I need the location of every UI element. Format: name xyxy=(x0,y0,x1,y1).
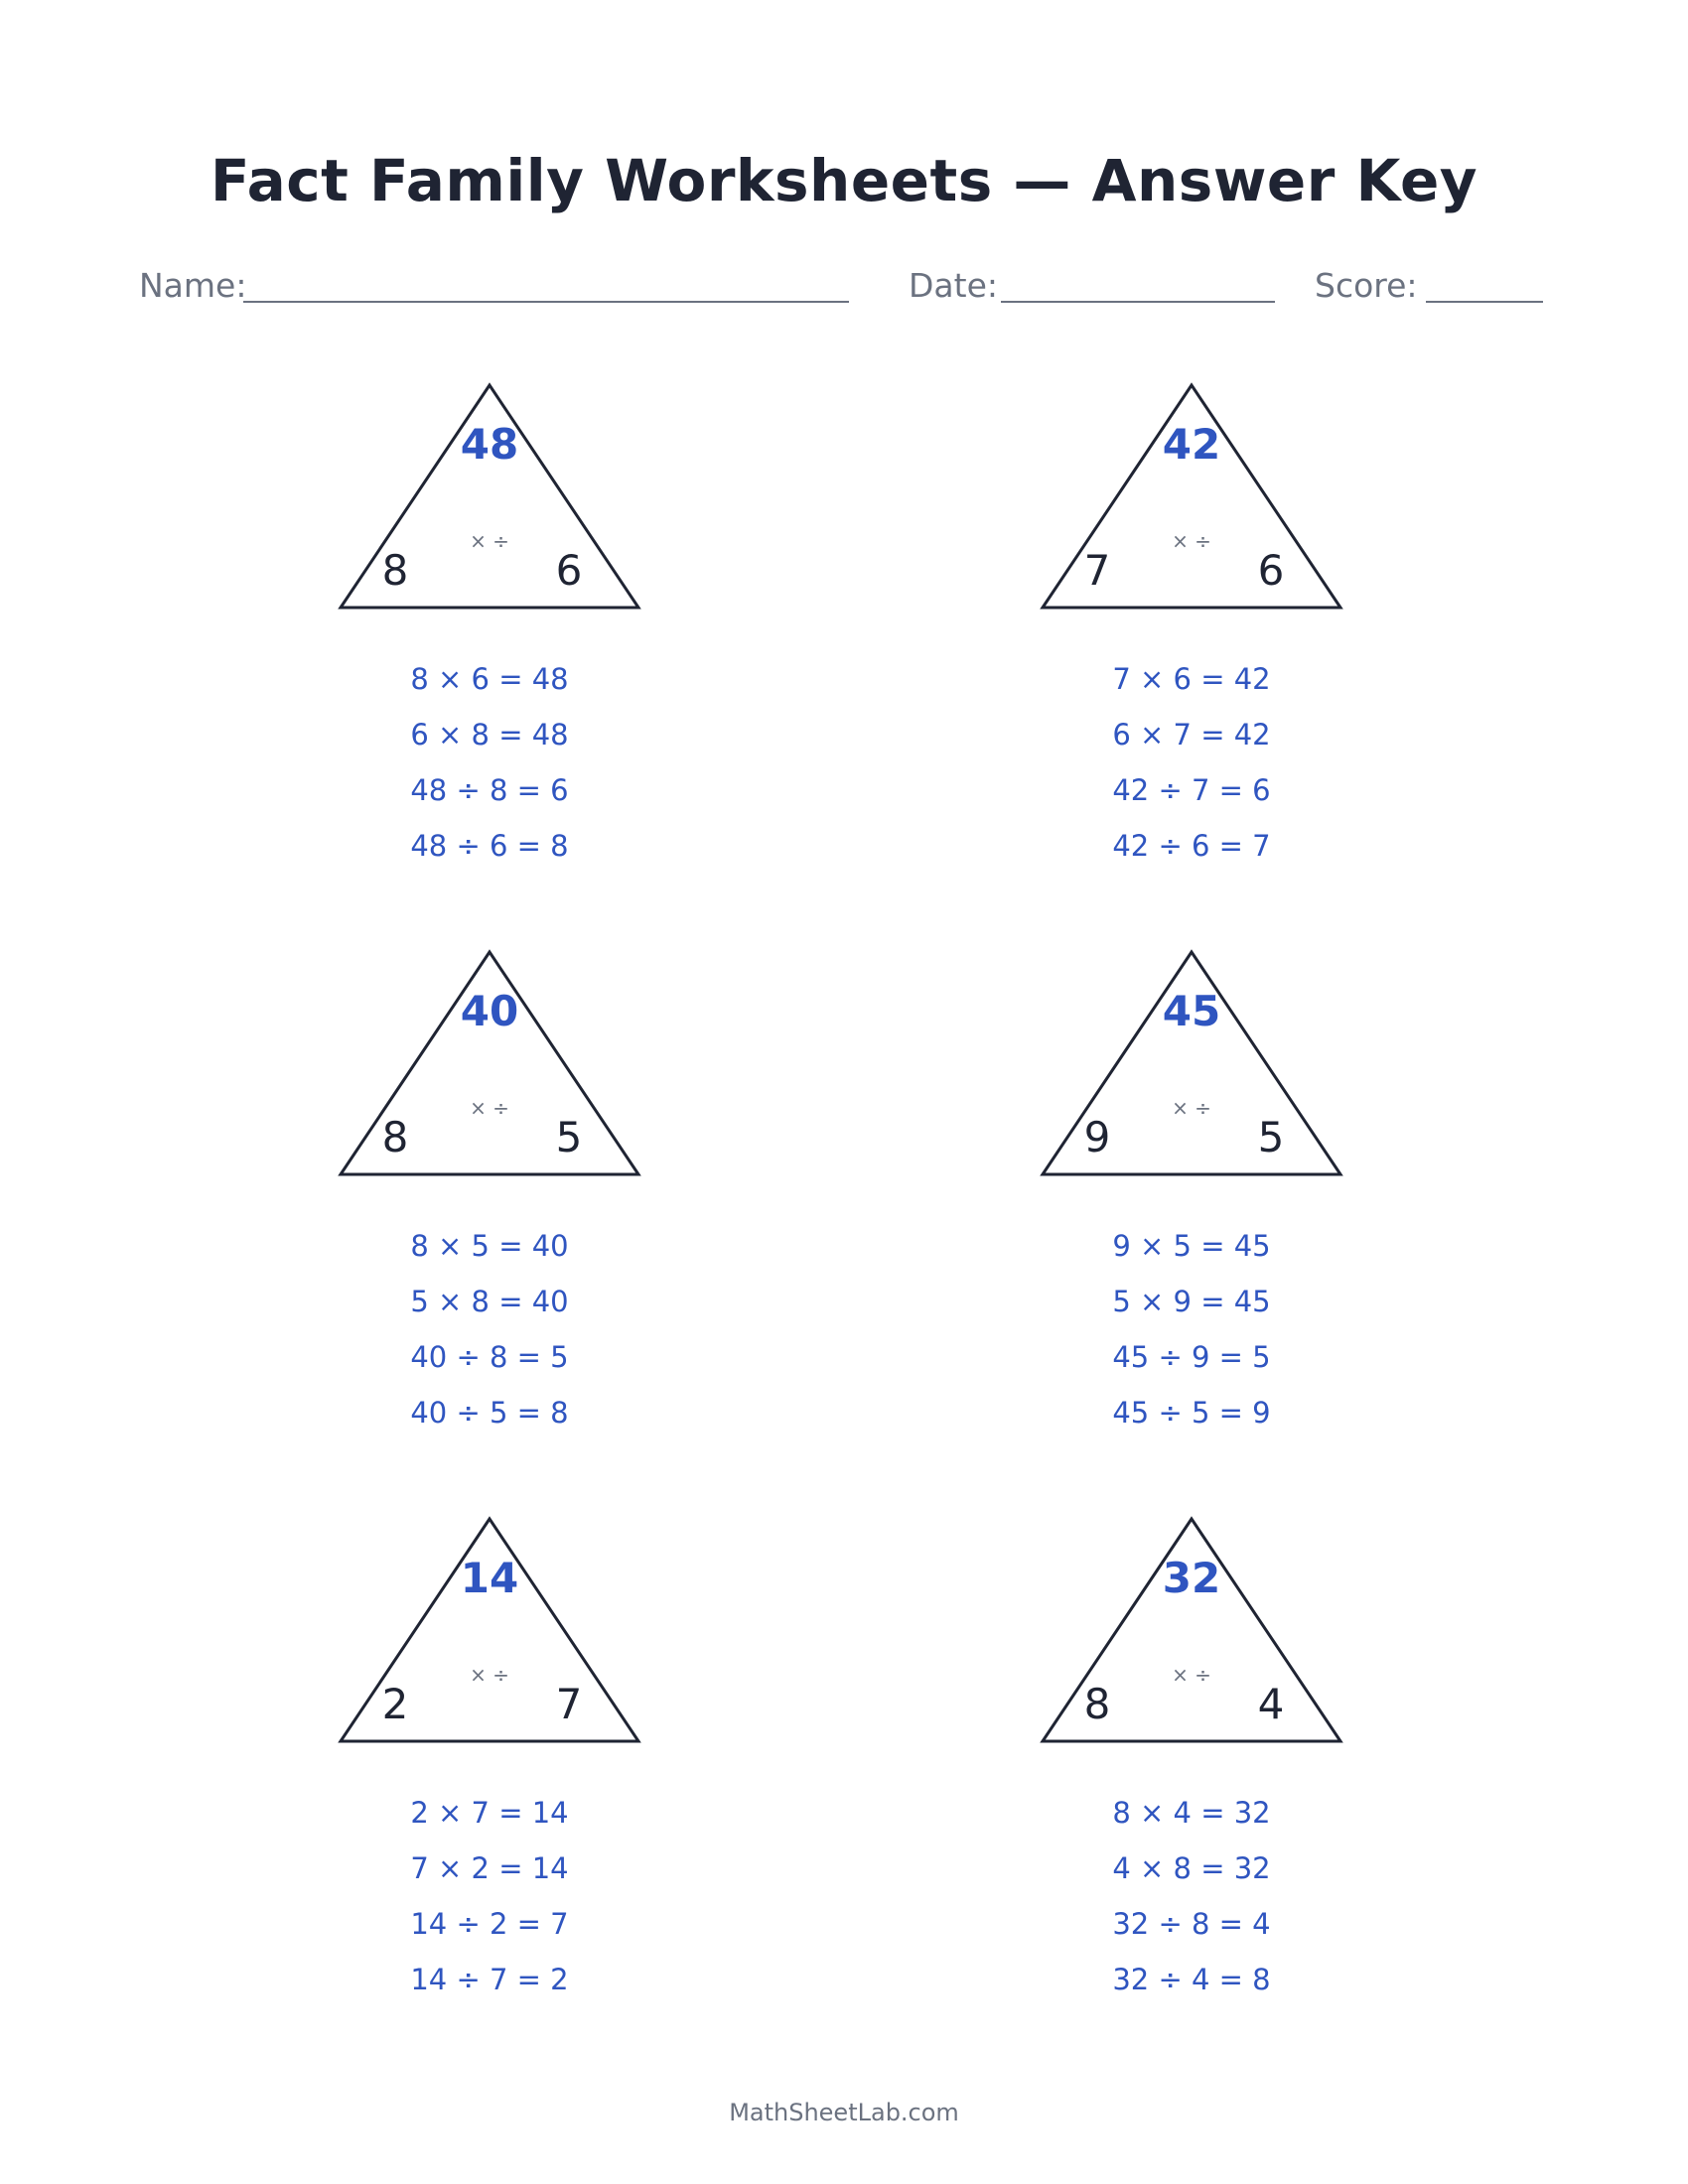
fact-equation: 2 × 7 = 14 xyxy=(410,1796,569,1830)
triangle-right-number: 5 xyxy=(555,1113,583,1161)
fact-list xyxy=(331,1218,648,1440)
fact-equation: 9 × 5 = 45 xyxy=(1112,1229,1271,1263)
fact-list xyxy=(1033,651,1350,874)
triangle-left-number: 8 xyxy=(381,1113,409,1161)
triangle-left-number: 2 xyxy=(381,1680,409,1728)
triangle-left-number: 7 xyxy=(1083,546,1111,595)
fact-equation: 42 ÷ 7 = 6 xyxy=(1112,773,1271,807)
triangle-right-number: 6 xyxy=(1257,546,1285,595)
footer-site-name: MathSheetLab.com xyxy=(729,2099,959,2126)
fact-equation: 7 × 6 = 42 xyxy=(1112,662,1271,696)
fact-equation: 6 × 7 = 42 xyxy=(1112,718,1271,751)
fact-equation: 7 × 2 = 14 xyxy=(410,1851,569,1885)
score-label: Score: xyxy=(1315,266,1418,305)
triangle-right-number: 4 xyxy=(1257,1680,1285,1728)
fact-equation: 32 ÷ 8 = 4 xyxy=(1112,1907,1271,1941)
fact-equation: 4 × 8 = 32 xyxy=(1112,1851,1271,1885)
triangle-top-number: 42 xyxy=(1162,420,1221,469)
operation-symbols: × ÷ xyxy=(1172,529,1211,553)
operation-symbols: × ÷ xyxy=(470,1096,509,1120)
fact-list xyxy=(1033,1218,1350,1440)
triangle-top-number: 48 xyxy=(460,420,519,469)
fact-equation: 45 ÷ 9 = 5 xyxy=(1112,1340,1271,1374)
operation-symbols: × ÷ xyxy=(470,1663,509,1687)
fact-equation: 5 × 9 = 45 xyxy=(1112,1285,1271,1318)
fact-equation: 8 × 4 = 32 xyxy=(1112,1796,1271,1830)
date-line[interactable] xyxy=(1001,301,1275,303)
fact-equation: 5 × 8 = 40 xyxy=(410,1285,569,1318)
fact-equation: 45 ÷ 5 = 9 xyxy=(1112,1396,1271,1430)
name-line[interactable] xyxy=(243,301,849,303)
triangle-top-number: 14 xyxy=(460,1554,519,1602)
fact-equation: 40 ÷ 8 = 5 xyxy=(410,1340,569,1374)
fact-list xyxy=(331,651,648,874)
fact-equation: 14 ÷ 7 = 2 xyxy=(410,1963,569,1996)
page-title: Fact Family Worksheets — Answer Key xyxy=(210,147,1478,214)
operation-symbols: × ÷ xyxy=(1172,1096,1211,1120)
triangle-right-number: 5 xyxy=(1257,1113,1285,1161)
fact-equation: 8 × 5 = 40 xyxy=(410,1229,569,1263)
triangle-top-number: 32 xyxy=(1162,1554,1221,1602)
operation-symbols: × ÷ xyxy=(470,529,509,553)
triangle-top-number: 40 xyxy=(460,987,519,1035)
fact-equation: 48 ÷ 6 = 8 xyxy=(410,829,569,863)
fact-equation: 42 ÷ 6 = 7 xyxy=(1112,829,1271,863)
score-line[interactable] xyxy=(1426,301,1543,303)
operation-symbols: × ÷ xyxy=(1172,1663,1211,1687)
triangle-left-number: 9 xyxy=(1083,1113,1111,1161)
fact-equation: 40 ÷ 5 = 8 xyxy=(410,1396,569,1430)
fact-equation: 6 × 8 = 48 xyxy=(410,718,569,751)
triangle-left-number: 8 xyxy=(1083,1680,1111,1728)
date-label: Date: xyxy=(909,266,998,305)
fact-list xyxy=(1033,1785,1350,2007)
triangle-right-number: 7 xyxy=(555,1680,583,1728)
fact-equation: 14 ÷ 2 = 7 xyxy=(410,1907,569,1941)
fact-equation: 48 ÷ 8 = 6 xyxy=(410,773,569,807)
fact-equation: 32 ÷ 4 = 8 xyxy=(1112,1963,1271,1996)
triangle-top-number: 45 xyxy=(1162,987,1221,1035)
fact-equation: 8 × 6 = 48 xyxy=(410,662,569,696)
triangle-left-number: 8 xyxy=(381,546,409,595)
name-label: Name: xyxy=(139,266,247,305)
fact-list xyxy=(331,1785,648,2007)
triangle-right-number: 6 xyxy=(555,546,583,595)
